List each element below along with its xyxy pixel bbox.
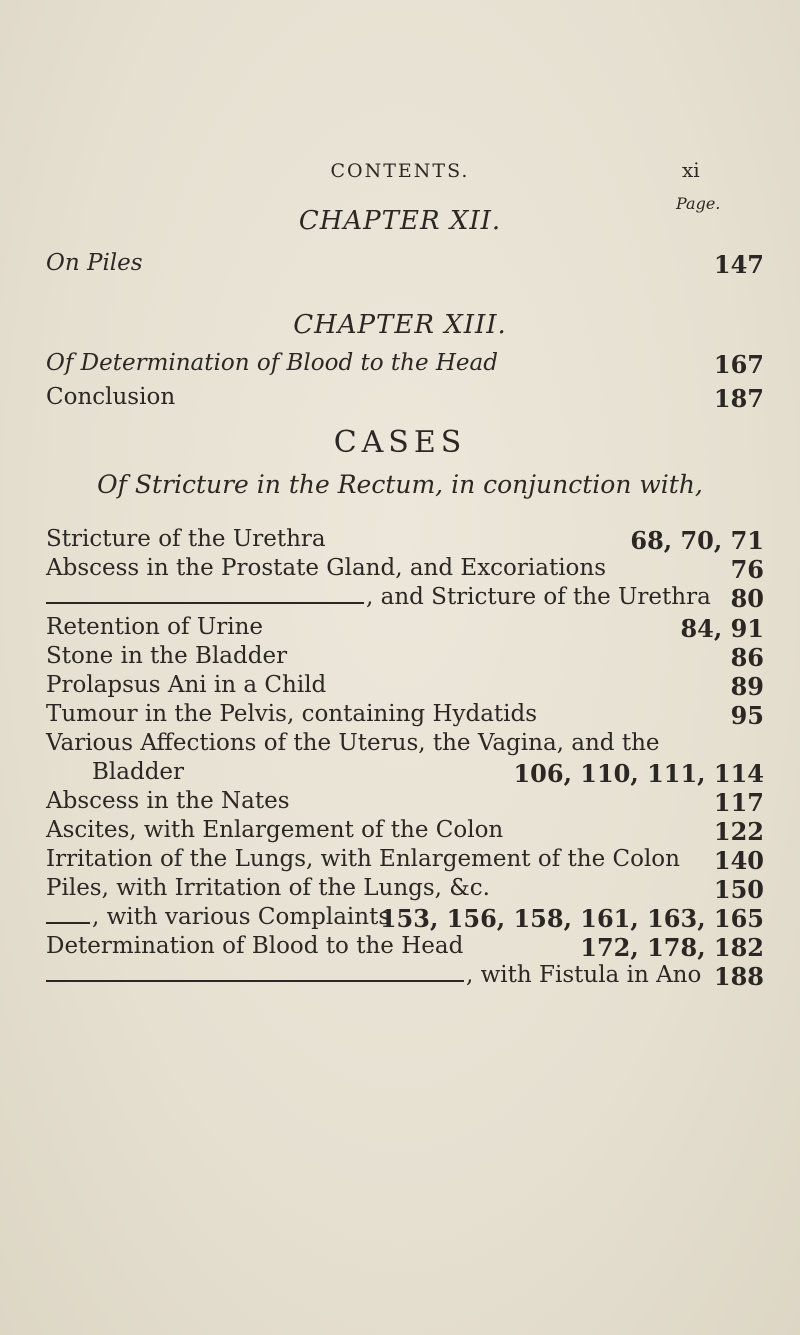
entry-pages: 80 bbox=[730, 584, 764, 613]
entry-pages: 86 bbox=[730, 643, 764, 672]
toc-entry bbox=[46, 250, 764, 284]
entry-title: Retention of Urine bbox=[46, 614, 263, 640]
entry-pages: 188 bbox=[713, 962, 764, 991]
cases-heading: CASES bbox=[333, 425, 467, 460]
page-number: xi bbox=[682, 158, 700, 182]
entry-pages: 106, 110, 111, 114 bbox=[513, 759, 764, 788]
entry-title: Tumour in the Pelvis, containing Hydatids bbox=[46, 701, 538, 727]
entry-pages: 150 bbox=[713, 875, 764, 904]
ditto-rule bbox=[46, 602, 364, 604]
entry-title: , with Fistula in Ano bbox=[466, 962, 702, 988]
entry-title: , with various Complaints bbox=[92, 904, 391, 930]
running-title: CONTENTS. bbox=[330, 160, 470, 182]
entry-pages: 76 bbox=[730, 555, 764, 584]
entry-title: Irritation of the Lungs, with Enlargement of the Colon bbox=[46, 846, 680, 872]
ditto-rule bbox=[46, 922, 90, 924]
entry-pages: 89 bbox=[730, 672, 764, 701]
entry-title: Bladder bbox=[92, 759, 185, 785]
entry-pages: 172, 178, 182 bbox=[580, 933, 764, 962]
entry-title: Stricture of the Urethra bbox=[46, 526, 326, 552]
page-column-label: Page. bbox=[676, 194, 721, 213]
entry-pages: 140 bbox=[713, 846, 764, 875]
entry-pages: 84, 91 bbox=[680, 614, 764, 643]
entry-title: Abscess in the Prostate Gland, and Excoriations bbox=[46, 555, 607, 581]
entry-title: , and Stricture of the Urethra bbox=[366, 584, 711, 610]
entry-title: On Piles bbox=[46, 250, 143, 276]
chapter-heading: CHAPTER XII. bbox=[298, 206, 502, 236]
entry-page: 147 bbox=[713, 250, 764, 279]
entry-title: Conclusion bbox=[46, 384, 176, 410]
toc-entry bbox=[46, 350, 764, 384]
entry-page: 187 bbox=[713, 384, 764, 413]
entry-pages: 95 bbox=[730, 701, 764, 730]
entry-title: Prolapsus Ani in a Child bbox=[46, 672, 327, 698]
entry-title: Abscess in the Nates bbox=[46, 788, 290, 814]
case-entry bbox=[46, 584, 764, 618]
entry-title: Ascites, with Enlargement of the Colon bbox=[46, 817, 504, 843]
entry-pages: 117 bbox=[713, 788, 764, 817]
cases-subheading: Of Stricture in the Rectum, in conjunction with, bbox=[97, 470, 703, 499]
entry-title: Piles, with Irritation of the Lungs, &c. bbox=[46, 875, 490, 901]
chapter-heading: CHAPTER XIII. bbox=[293, 310, 507, 340]
entry-title: Various Affections of the Uterus, the Vagina, and the bbox=[46, 730, 660, 756]
case-entry bbox=[46, 962, 764, 996]
ditto-rule bbox=[46, 980, 464, 982]
entry-pages: 122 bbox=[713, 817, 764, 846]
entry-title: Of Determination of Blood to the Head bbox=[46, 350, 498, 376]
entry-page: 167 bbox=[713, 350, 764, 379]
toc-entry bbox=[46, 384, 764, 418]
entry-pages: 153, 156, 158, 161, 163, 165 bbox=[379, 904, 764, 933]
entry-pages: 68, 70, 71 bbox=[630, 526, 764, 555]
entry-title: Stone in the Bladder bbox=[46, 643, 288, 669]
entry-title: Determination of Blood to the Head bbox=[46, 933, 464, 959]
